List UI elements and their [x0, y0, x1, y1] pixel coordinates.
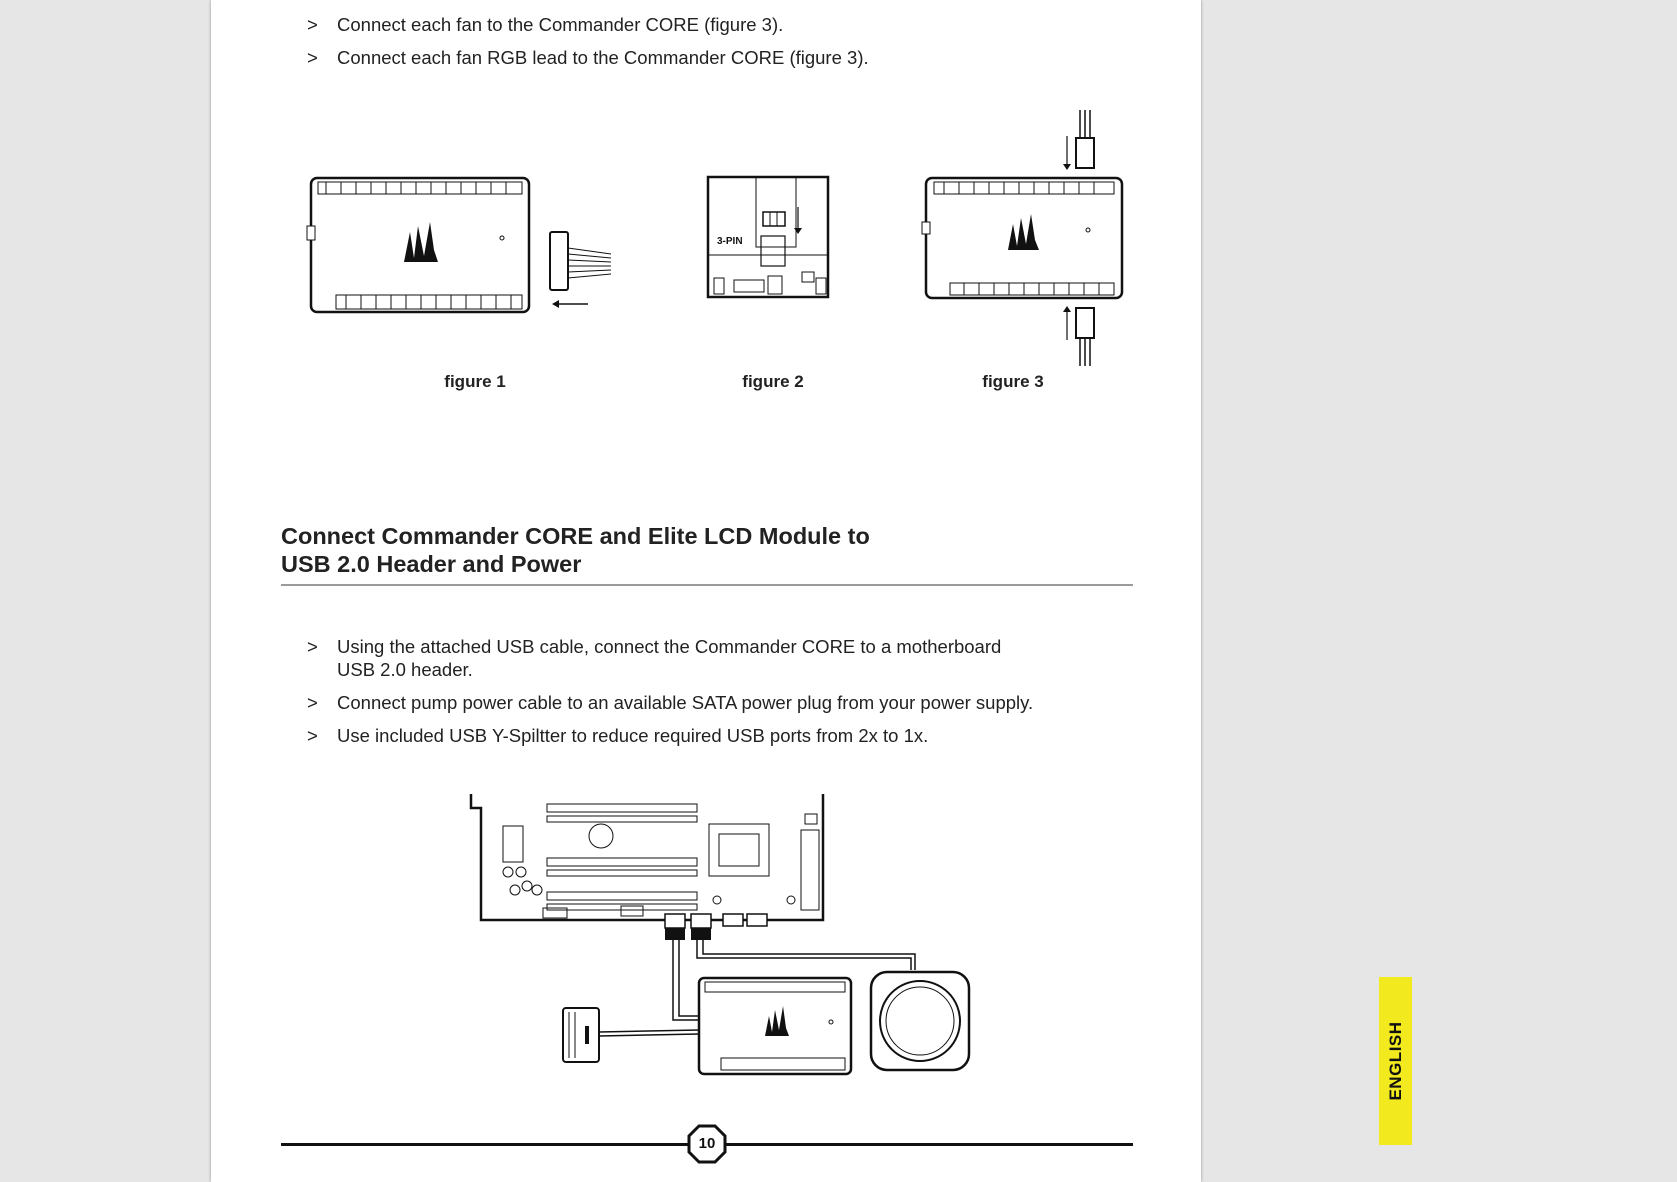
list-item: [307, 13, 1057, 36]
list-item: [307, 724, 1057, 747]
section-title-line-1: Connect Commander CORE and Elite LCD Module to: [281, 523, 870, 549]
section-divider: [281, 584, 1133, 586]
language-tab: [1379, 977, 1412, 1145]
figure-2-illustration: [706, 172, 836, 302]
bullet-marker: >: [307, 636, 318, 657]
language-tab-label: ENGLISH: [1385, 1021, 1405, 1101]
document-page: [211, 0, 1405, 1182]
wiring-diagram: [451, 790, 971, 1080]
page-number: 10: [698, 1135, 716, 1152]
list-item: [307, 635, 1037, 681]
section-title: [281, 522, 1081, 578]
bullet-marker: >: [307, 725, 318, 746]
section-title-line-2: USB 2.0 Header and Power: [281, 551, 582, 577]
figure-1-caption: figure 1: [444, 372, 506, 391]
top-bullet-list: [307, 13, 1057, 79]
figure-1-illustration: [306, 170, 616, 320]
list-item: [307, 691, 1057, 714]
list-item: [307, 46, 1057, 69]
bullet-text: Using the attached USB cable, connect the Commander CORE to a motherboard USB 2.0 header.: [337, 636, 1002, 680]
pin-label: 3-PIN: [717, 236, 743, 247]
bullet-text: Use included USB Y-Spiltter to reduce required USB ports from 2x to 1x.: [337, 725, 929, 746]
section-bullet-list: [307, 635, 1057, 757]
page-number-badge: [687, 1124, 727, 1164]
figure-3-caption: figure 3: [982, 372, 1044, 391]
bullet-text: Connect pump power cable to an available SATA power plug from your power supply.: [337, 692, 1034, 713]
bullet-marker: >: [307, 692, 318, 713]
bullet-text: Connect each fan RGB lead to the Commander CORE (figure 3).: [337, 47, 869, 68]
figure-3-illustration: [914, 108, 1124, 370]
bullet-marker: >: [307, 47, 318, 68]
figure-2-caption: figure 2: [742, 372, 804, 391]
bullet-marker: >: [307, 14, 318, 35]
bullet-text: Connect each fan to the Commander CORE (figure 3).: [337, 14, 784, 35]
